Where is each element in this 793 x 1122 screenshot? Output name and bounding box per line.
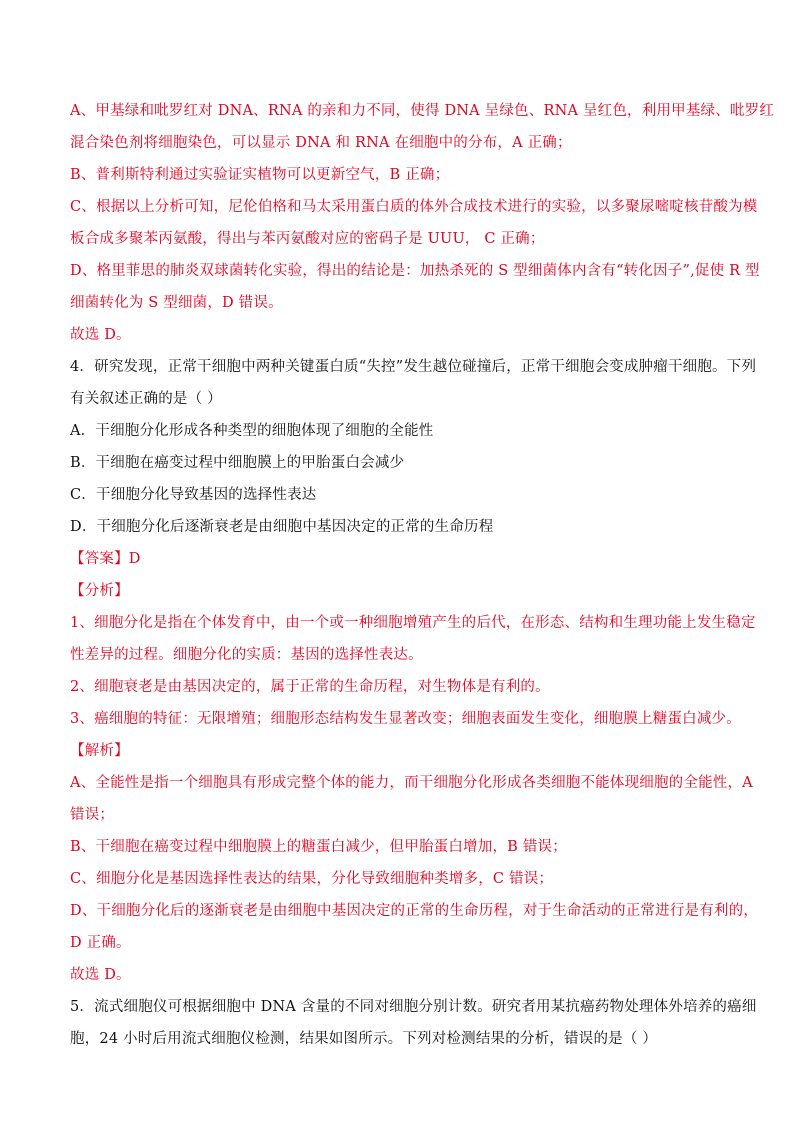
q4-explanation-d-line1: D、干细胞分化后的逐渐衰老是由细胞中基因决定的正常的生命历程，对于生命活动的正常进行是有利的， bbox=[70, 903, 759, 919]
q4-stem-line2: 有关叙述正确的是（ ） bbox=[70, 391, 222, 407]
q5-stem-line2: 胞，24 小时后用流式细胞仪检测，结果如图所示。下列对检测结果的分析，错误的是（ ） bbox=[70, 1031, 658, 1047]
q4-analysis-3: 3、癌细胞的特征：无限增殖；细胞形态结构发生显著改变；细胞表面发生变化，细胞膜上糖蛋白减少。 bbox=[70, 711, 741, 727]
q4-option-c: C．干细胞分化导致基因的选择性表达 bbox=[70, 487, 317, 503]
q3-explanation-b: B、普利斯特利通过实验证实植物可以更新空气，B 正确； bbox=[70, 167, 450, 183]
q4-explanation-b: B、干细胞在癌变过程中细胞膜上的糖蛋白减少，但甲胎蛋白增加，B 错误； bbox=[70, 839, 567, 855]
q3-explanation-a-line1: A、甲基绿和吡罗红对 DNA、RNA 的亲和力不同，使得 DNA 呈绿色、RNA 呈红色，利用甲基绿、吡罗红 bbox=[70, 103, 775, 119]
q3-conclusion: 故选 D。 bbox=[70, 327, 131, 343]
q4-answer: 【答案】D bbox=[70, 551, 141, 567]
q4-explanation-a-line2: 错误； bbox=[70, 807, 115, 823]
q4-option-d: D．干细胞分化后逐渐衰老是由细胞中基因决定的正常的生命历程 bbox=[70, 519, 494, 535]
q4-analysis-1-line1: 1、细胞分化是指在个体发育中，由一个或一种细胞增殖产生的后代，在形态、结构和生理功能上发生稳定 bbox=[70, 615, 756, 631]
q4-explanation-a-line1: A、全能性是指一个细胞具有形成完整个体的能力，而干细胞分化形成各类细胞不能体现细胞的全能性，A bbox=[70, 775, 753, 791]
q3-explanation-c-line1: C、根据以上分析可知，尼伦伯格和马太采用蛋白质的体外合成技术进行的实验，以多聚尿嘧啶核苷酸为模 bbox=[70, 199, 758, 215]
q4-analysis-heading: 【分析】 bbox=[70, 583, 129, 599]
q5-stem-line1: 5．流式细胞仪可根据细胞中 DNA 含量的不同对细胞分别计数。研究者用某抗癌药物处理体外培养的癌细 bbox=[70, 999, 757, 1015]
q4-explanation-d-line2: D 正确。 bbox=[70, 935, 131, 951]
q3-explanation-d-line2: 细菌转化为 S 型细菌，D 错误。 bbox=[70, 295, 283, 311]
q4-analysis-1-line2: 性差异的过程。细胞分化的实质：基因的选择性表达。 bbox=[70, 647, 423, 663]
q3-explanation-a-line2: 混合染色剂将细胞染色，可以显示 DNA 和 RNA 在细胞中的分布，A 正确； bbox=[70, 135, 572, 151]
q4-explanation-heading: 【解析】 bbox=[70, 743, 129, 759]
q4-explanation-c: C、细胞分化是基因选择性表达的结果，分化导致细胞种类增多，C 错误； bbox=[70, 871, 554, 887]
q4-option-a: A．干细胞分化形成各种类型的细胞体现了细胞的全能性 bbox=[70, 423, 434, 439]
q4-analysis-2: 2、细胞衰老是由基因决定的，属于正常的生命历程，对生物体是有利的。 bbox=[70, 679, 550, 695]
q3-explanation-d-line1: D、格里菲思的肺炎双球菌转化实验，得出的结论是：加热杀死的 S 型细菌体内含有“转化因子”,促使 R 型 bbox=[70, 263, 760, 279]
q4-option-b: B．干细胞在癌变过程中细胞膜上的甲胎蛋白会减少 bbox=[70, 455, 405, 471]
q3-explanation-c-line2: 板合成多聚苯丙氨酸，得出与苯丙氨酸对应的密码子是 UUU， C 正确； bbox=[70, 231, 545, 247]
q4-stem-line1: 4．研究发现，正常干细胞中两种关键蛋白质“失控”发生越位碰撞后，正常干细胞会变成肿瘤干细胞。下列 bbox=[70, 359, 757, 375]
q4-conclusion: 故选 D。 bbox=[70, 967, 131, 983]
